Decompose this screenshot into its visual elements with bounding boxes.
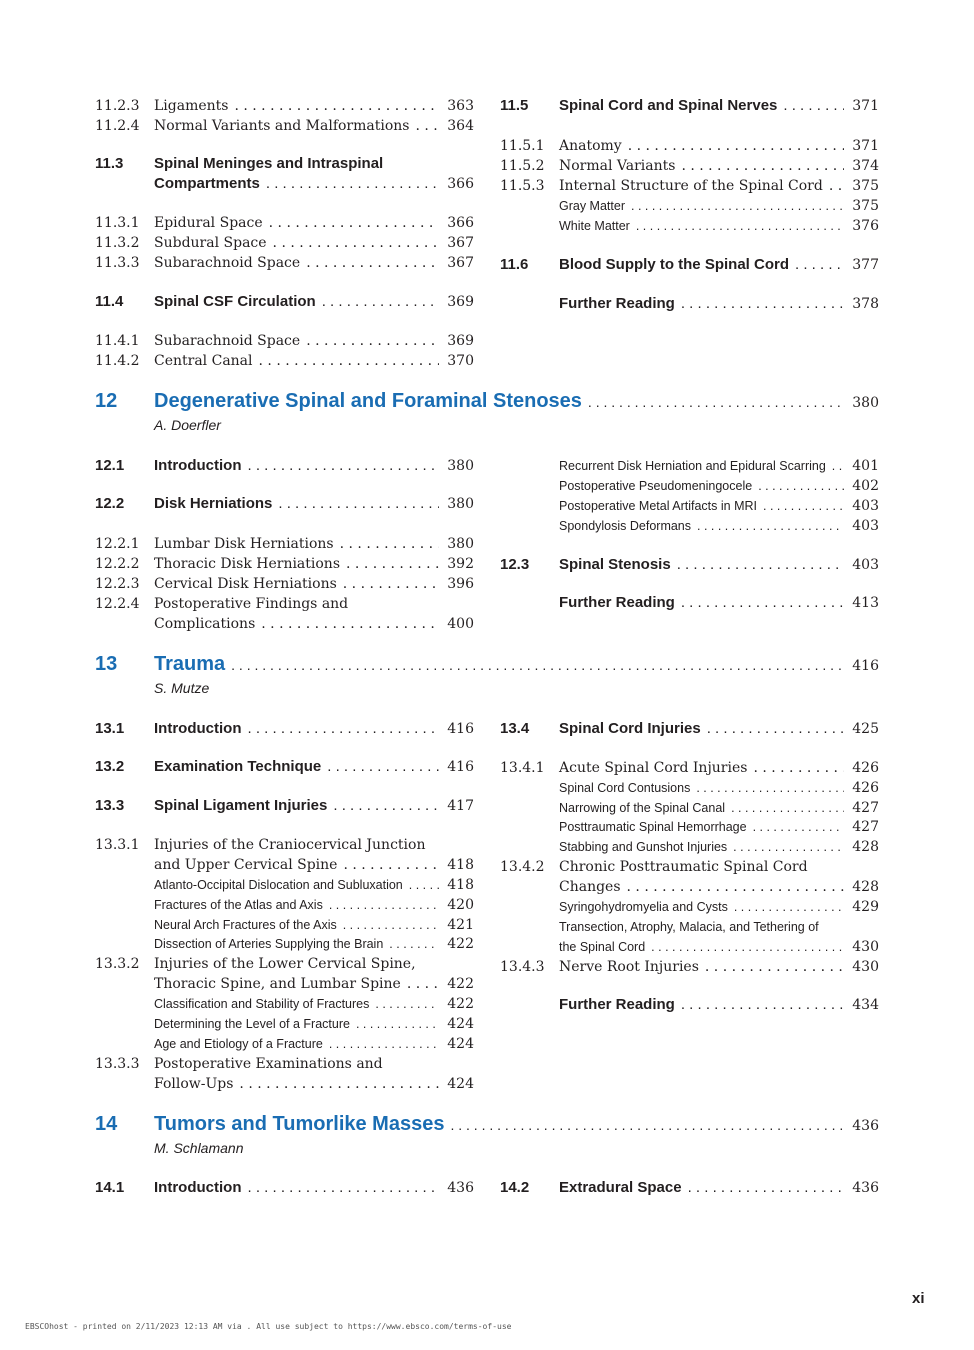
toc-section[interactable]: 14.1 Introduction . . . 436 xyxy=(95,1178,474,1198)
toc-further-reading[interactable]: Further Reading . . . 413 xyxy=(500,593,879,613)
toc-entry-cont[interactable]: and Upper Cervical Spine . . . 418 xyxy=(95,855,474,875)
toc-subentry[interactable]: Postoperative Metal Artifacts in MRI . . . 403 xyxy=(500,496,879,516)
toc-subentry[interactable]: Narrowing of the Spinal Canal . . . 427 xyxy=(500,798,879,818)
toc-section[interactable]: 11.3 Spinal Meninges and Intraspinal xyxy=(95,155,384,172)
toc-subentry-cont[interactable]: the Spinal Cord . . . 430 xyxy=(500,937,879,957)
toc-entry[interactable]: 11.3.2 Subdural Space . . . 367 xyxy=(95,233,474,253)
toc-entry[interactable]: 13.3.3 Postoperative Examinations and xyxy=(95,1056,383,1072)
toc-entry-cont[interactable]: Changes . . . 428 xyxy=(500,877,879,897)
toc-entry[interactable]: 11.3.1 Epidural Space . . . 366 xyxy=(95,213,474,233)
toc-subentry[interactable]: Age and Etiology of a Fracture . . . 424 xyxy=(95,1034,474,1054)
toc-subentry[interactable]: White Matter . . . 376 xyxy=(500,216,879,236)
toc-subentry[interactable]: Determining the Level of a Fracture . . . 424 xyxy=(95,1014,474,1034)
toc-section[interactable]: 12.1 Introduction . . . 380 xyxy=(95,456,474,476)
chapter-14-heading[interactable]: 14 Tumors and Tumorlike Masses . . . 436 xyxy=(95,1113,879,1136)
toc-entry-cont[interactable]: Thoracic Spine, and Lumbar Spine . . . 422 xyxy=(95,974,474,994)
toc-section[interactable]: 13.1 Introduction . . . 416 xyxy=(95,719,474,739)
chapter-12-heading[interactable]: 12 Degenerative Spinal and Foraminal Stenoses . . . 380 xyxy=(95,390,879,413)
toc-entry[interactable]: 13.3.2 Injuries of the Lower Cervical Spine, xyxy=(95,956,416,972)
toc-section[interactable]: 12.2 Disk Herniations . . . 380 xyxy=(95,494,474,514)
toc-further-reading[interactable]: Further Reading . . . 378 xyxy=(500,294,879,314)
toc-subentry[interactable]: Gray Matter . . . 375 xyxy=(500,196,879,216)
toc-entry-cont[interactable]: Follow-Ups . . . 424 xyxy=(95,1074,474,1094)
chapter-13-heading[interactable]: 13 Trauma . . . 416 xyxy=(95,653,879,676)
toc-entry[interactable]: 13.4.3 Nerve Root Injuries . . . 430 xyxy=(500,957,879,977)
toc-subentry[interactable]: Postoperative Pseudomeningocele . . . 402 xyxy=(500,476,879,496)
toc-section[interactable]: 14.2 Extradural Space . . . 436 xyxy=(500,1178,879,1198)
toc-subentry[interactable]: Classification and Stability of Fractures . . . 422 xyxy=(95,994,474,1014)
toc-entry[interactable]: 11.3.3 Subarachnoid Space . . . 367 xyxy=(95,253,474,273)
toc-section[interactable]: 12.3 Spinal Stenosis . . . 403 xyxy=(500,555,879,575)
toc-entry[interactable]: 11.5.3 Internal Structure of the Spinal Cord . . . 375 xyxy=(500,176,879,196)
toc-entry[interactable]: 11.4.2 Central Canal . . . 370 xyxy=(95,351,474,371)
page-number: xi xyxy=(912,1290,925,1307)
toc-section[interactable]: 13.4 Spinal Cord Injuries . . . 425 xyxy=(500,719,879,739)
toc-subentry[interactable]: Spinal Cord Contusions . . . 426 xyxy=(500,778,879,798)
chapter-14-author: M. Schlamann xyxy=(154,1140,244,1156)
toc-entry[interactable]: 11.2.4 Normal Variants and Malformations . . . 364 xyxy=(95,116,474,136)
toc-subentry[interactable]: Neural Arch Fractures of the Axis . . . 421 xyxy=(95,915,474,935)
toc-entry[interactable]: 12.2.2 Thoracic Disk Herniations . . . 392 xyxy=(95,554,474,574)
toc-section[interactable]: 11.4 Spinal CSF Circulation . . . 369 xyxy=(95,292,474,312)
chapter-13-author: S. Mutze xyxy=(154,680,210,696)
toc-section[interactable]: 13.2 Examination Technique . . . 416 xyxy=(95,757,474,777)
toc-section[interactable]: 11.5 Spinal Cord and Spinal Nerves . . . 371 xyxy=(500,96,879,116)
toc-subentry[interactable]: Stabbing and Gunshot Injuries . . . 428 xyxy=(500,837,879,857)
ebsco-footer: EBSCOhost - printed on 2/11/2023 12:13 AM via . All use subject to https://www.ebsco.com/terms-of-use xyxy=(25,1322,512,1331)
toc-section[interactable]: 11.6 Blood Supply to the Spinal Cord . . . 377 xyxy=(500,255,879,275)
toc-subentry[interactable]: Posttraumatic Spinal Hemorrhage . . . 427 xyxy=(500,817,879,837)
toc-entry[interactable]: 11.2.3 Ligaments . . . 363 xyxy=(95,96,474,116)
toc-entry[interactable]: 12.2.4 Postoperative Findings and xyxy=(95,596,349,612)
toc-entry[interactable]: 13.4.2 Chronic Posttraumatic Spinal Cord xyxy=(500,859,808,875)
toc-subentry[interactable]: Recurrent Disk Herniation and Epidural Scarring . . . 401 xyxy=(500,456,879,476)
toc-section[interactable]: 13.3 Spinal Ligament Injuries . . . 417 xyxy=(95,796,474,816)
toc-subentry[interactable]: Dissection of Arteries Supplying the Brain . . . 422 xyxy=(95,934,474,954)
chapter-12-author: A. Doerfler xyxy=(154,417,221,433)
toc-subentry[interactable]: Fractures of the Atlas and Axis . . . 420 xyxy=(95,895,474,915)
toc-subentry[interactable]: Syringohydromyelia and Cysts . . . 429 xyxy=(500,897,879,917)
toc-entry[interactable]: 13.4.1 Acute Spinal Cord Injuries . . . 426 xyxy=(500,758,879,778)
toc-entry[interactable]: 11.5.1 Anatomy . . . 371 xyxy=(500,136,879,156)
toc-entry[interactable]: 11.4.1 Subarachnoid Space . . . 369 xyxy=(95,331,474,351)
toc-entry[interactable]: 12.2.1 Lumbar Disk Herniations . . . 380 xyxy=(95,534,474,554)
toc-entry[interactable]: 12.2.3 Cervical Disk Herniations . . . 396 xyxy=(95,574,474,594)
toc-entry[interactable]: 13.3.1 Injuries of the Craniocervical Junction xyxy=(95,837,426,853)
toc-subentry[interactable]: Transection, Atrophy, Malacia, and Tethering of xyxy=(559,920,819,934)
toc-further-reading[interactable]: Further Reading . . . 434 xyxy=(500,995,879,1015)
toc-section-cont[interactable]: Compartments . . . 366 xyxy=(95,174,474,194)
toc-entry[interactable]: 11.5.2 Normal Variants . . . 374 xyxy=(500,156,879,176)
toc-subentry[interactable]: Spondylosis Deformans . . . 403 xyxy=(500,516,879,536)
toc-subentry[interactable]: Atlanto-Occipital Dislocation and Subluxation . . . 418 xyxy=(95,875,474,895)
toc-entry-cont[interactable]: Complications . . . 400 xyxy=(95,614,474,634)
